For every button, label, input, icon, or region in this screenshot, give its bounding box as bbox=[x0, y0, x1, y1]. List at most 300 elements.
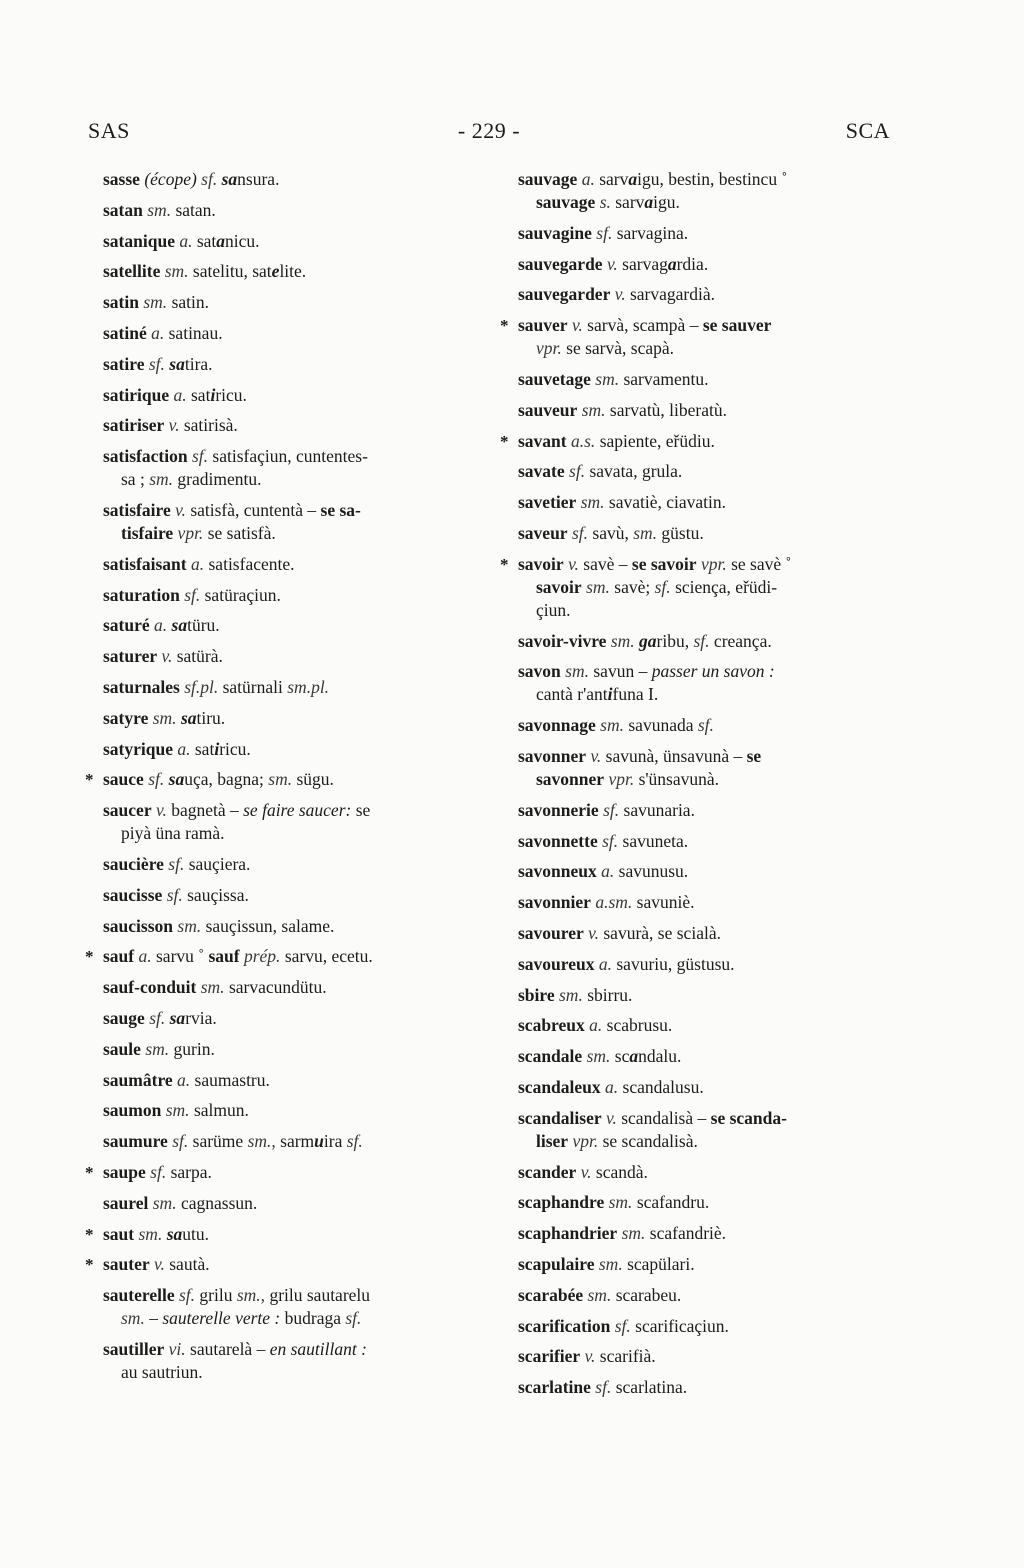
definition-text: satisfà, cuntentà – bbox=[185, 499, 321, 520]
definition-text: sarvu ˚ bbox=[151, 946, 209, 967]
definition-text: rvia. bbox=[185, 1007, 217, 1028]
headword: scarification bbox=[518, 1315, 611, 1336]
dictionary-entry bbox=[515, 714, 890, 737]
entry-line bbox=[103, 976, 480, 999]
grammar-label: a. bbox=[191, 553, 205, 574]
entry-line bbox=[103, 414, 480, 437]
dictionary-entry bbox=[85, 1161, 480, 1184]
definition-text: scarlatina. bbox=[611, 1377, 688, 1398]
entry-line bbox=[103, 322, 480, 345]
entry-line bbox=[518, 1076, 890, 1099]
grammar-label: sm. bbox=[121, 1308, 145, 1329]
grammar-label: sm. bbox=[143, 292, 168, 313]
definition-text: sat bbox=[192, 230, 217, 251]
headword: satyrique bbox=[103, 738, 173, 759]
entry-line bbox=[518, 314, 890, 337]
entry-line bbox=[103, 1130, 480, 1153]
grammar-label: v. bbox=[584, 1346, 596, 1367]
definition-text: sautarelà – bbox=[185, 1338, 270, 1359]
grammar-label: v. bbox=[155, 800, 167, 821]
grammar-label: sf. bbox=[168, 853, 185, 874]
headword: saurel bbox=[103, 1192, 149, 1213]
headword: sauterelle bbox=[103, 1285, 175, 1306]
definition-text: ricu. bbox=[219, 738, 251, 759]
headword: saucer bbox=[103, 800, 152, 821]
definition-text: sarvag bbox=[617, 253, 668, 274]
grammar-label: vpr. bbox=[177, 522, 204, 543]
dictionary-entry bbox=[515, 984, 890, 1007]
headword: saule bbox=[103, 1038, 141, 1059]
dictionary-entry bbox=[100, 738, 480, 761]
stress-mark: sa bbox=[169, 353, 185, 374]
headword: satisfaction bbox=[103, 446, 188, 467]
grammar-label: sm. bbox=[200, 977, 225, 998]
grammar-label: sf. bbox=[595, 1377, 612, 1398]
dictionary-entry bbox=[500, 314, 890, 360]
entry-line bbox=[518, 283, 890, 306]
dictionary-entry bbox=[500, 430, 890, 453]
entry-line bbox=[518, 1315, 890, 1338]
definition-text: sarv bbox=[610, 192, 645, 212]
entry-line bbox=[518, 253, 890, 276]
dictionary-entry bbox=[515, 1161, 890, 1184]
grammar-label: a.s. bbox=[571, 430, 596, 451]
headword: sauver bbox=[518, 315, 568, 336]
grammar-label: sm. bbox=[149, 469, 174, 490]
headword: saucière bbox=[103, 853, 164, 874]
definition-text: savatiè, ciavatin. bbox=[604, 492, 726, 513]
grammar-label: sm. bbox=[147, 199, 172, 220]
definition-text: – bbox=[144, 1308, 163, 1329]
grammar-label: sm., bbox=[247, 1131, 276, 1152]
entry-line bbox=[103, 799, 480, 822]
entry-line bbox=[103, 1192, 480, 1215]
definition-text: scarificaçiun. bbox=[630, 1315, 729, 1336]
entry-line bbox=[518, 830, 890, 853]
headword: savate bbox=[518, 461, 565, 482]
headword: se sa- bbox=[320, 499, 361, 520]
dictionary-entry bbox=[100, 1192, 480, 1215]
dictionary-entry bbox=[515, 1191, 890, 1214]
headword: sauf bbox=[103, 946, 135, 967]
definition-text: sarpa. bbox=[166, 1161, 212, 1182]
entry-line bbox=[103, 499, 480, 522]
grammar-label: sf. bbox=[191, 446, 209, 467]
stress-mark: sa bbox=[171, 615, 188, 636]
dictionary-entry bbox=[500, 553, 890, 622]
grammar-label: sf. bbox=[178, 1285, 196, 1306]
grammar-label: sf. bbox=[614, 1315, 631, 1336]
stress-mark: e bbox=[271, 261, 280, 282]
headword: satiriser bbox=[103, 415, 165, 436]
headword: savonner bbox=[536, 768, 605, 789]
headword: savoir-vivre bbox=[518, 630, 607, 651]
dictionary-entry bbox=[515, 830, 890, 853]
entry-line bbox=[103, 853, 480, 876]
grammar-label: sm. bbox=[586, 576, 610, 597]
grammar-label: vi. bbox=[168, 1338, 186, 1359]
dictionary-entry bbox=[515, 922, 890, 945]
entry-line bbox=[518, 984, 890, 1007]
grammar-label: v. bbox=[154, 1254, 165, 1275]
entry-line bbox=[103, 199, 480, 222]
entry-line bbox=[518, 660, 890, 683]
headword: satiné bbox=[103, 322, 147, 343]
definition-text: scandalisà – bbox=[616, 1107, 711, 1128]
dictionary-entry bbox=[85, 768, 480, 791]
entry-line bbox=[518, 630, 890, 653]
entry-line bbox=[103, 945, 480, 968]
entry-line bbox=[103, 1361, 480, 1384]
dictionary-entry bbox=[100, 1338, 480, 1384]
definition-text: savuneta. bbox=[618, 830, 689, 851]
dictionary-entry bbox=[100, 1069, 480, 1092]
headword: liser bbox=[536, 1130, 569, 1151]
grammar-label: sm. bbox=[565, 661, 589, 682]
headword: scarlatine bbox=[518, 1377, 591, 1398]
italic-phrase: sauterelle verte : bbox=[162, 1308, 281, 1329]
grammar-label: a. bbox=[581, 169, 595, 189]
stress-mark: i bbox=[214, 738, 220, 759]
page-number: - 229 - bbox=[457, 118, 521, 143]
header-right-guideword: SCA bbox=[845, 118, 890, 143]
grammar-label: a. bbox=[154, 615, 168, 636]
headword: satyre bbox=[103, 707, 149, 728]
dictionary-entry bbox=[515, 460, 890, 483]
entry-line bbox=[103, 1069, 480, 1092]
definition-text: scafandriè. bbox=[645, 1223, 727, 1244]
entry-line bbox=[103, 1099, 480, 1122]
italic-phrase: passer un savon : bbox=[651, 661, 775, 682]
dictionary-entry bbox=[515, 745, 890, 791]
grammar-label: sm. bbox=[580, 492, 605, 513]
dictionary-entry bbox=[85, 945, 480, 968]
dictionary-entry bbox=[100, 645, 480, 668]
grammar-label: v. bbox=[606, 1107, 617, 1128]
headword: scaphandre bbox=[518, 1192, 605, 1213]
grammar-label: sf. bbox=[603, 799, 620, 820]
entry-line bbox=[103, 168, 480, 191]
entry-line bbox=[103, 384, 480, 407]
entry-line bbox=[518, 1284, 890, 1307]
grammar-label: sm. bbox=[145, 1038, 170, 1059]
headword: satin bbox=[103, 292, 139, 313]
italic-phrase: se faire saucer: bbox=[243, 800, 352, 821]
entry-line bbox=[103, 614, 480, 637]
definition-text: savè – bbox=[578, 553, 632, 574]
dictionary-entry bbox=[515, 1014, 890, 1037]
definition-text: ndalu. bbox=[638, 1046, 682, 1067]
grammar-label: vpr. bbox=[572, 1130, 599, 1151]
grammar-label: vpr. bbox=[536, 338, 562, 359]
headword: sautiller bbox=[103, 1338, 165, 1359]
grammar-label: v. bbox=[168, 415, 180, 436]
dictionary-entry bbox=[100, 915, 480, 938]
definition-text: au sautriun. bbox=[121, 1361, 203, 1382]
dictionary-entry bbox=[100, 230, 480, 253]
headword: saumure bbox=[103, 1131, 168, 1152]
entry-line bbox=[103, 738, 480, 761]
headword: satisfaire bbox=[103, 499, 171, 520]
dictionary-entry bbox=[515, 660, 890, 706]
entry-line bbox=[103, 230, 480, 253]
definition-text: satüraçiun. bbox=[200, 584, 281, 605]
headword: satanique bbox=[103, 230, 175, 251]
grammar-label: sm.pl. bbox=[287, 676, 330, 697]
dictionary-entry bbox=[515, 168, 890, 214]
grammar-label: a. bbox=[605, 1076, 619, 1097]
entry-line bbox=[518, 714, 890, 737]
entry-line bbox=[518, 683, 890, 706]
grammar-label: v. bbox=[175, 499, 186, 520]
dictionary-entry bbox=[515, 399, 890, 422]
dictionary-entry bbox=[515, 1045, 890, 1068]
entry-line bbox=[518, 522, 890, 545]
headword: scarabée bbox=[518, 1284, 584, 1305]
grammar-label: sf. bbox=[596, 222, 613, 243]
definition-text: gradimentu. bbox=[173, 469, 262, 490]
entry-line bbox=[518, 1191, 890, 1214]
entry-line bbox=[103, 1253, 480, 1276]
dictionary-entry bbox=[515, 368, 890, 391]
headword: satire bbox=[103, 353, 145, 374]
dictionary-entry bbox=[100, 260, 480, 283]
definition-text: scapülari. bbox=[622, 1253, 695, 1274]
definition-text: savè; bbox=[609, 576, 655, 597]
definition-text: scafandru. bbox=[632, 1192, 710, 1213]
grammar-label: a.sm. bbox=[595, 892, 633, 913]
headword: sauvetage bbox=[518, 368, 591, 389]
grammar-label: sm. bbox=[621, 1223, 646, 1244]
entry-line bbox=[103, 1038, 480, 1061]
definition-text: türu. bbox=[187, 615, 220, 636]
headword: sauvagine bbox=[518, 222, 592, 243]
definition-text: savuniè. bbox=[632, 892, 695, 913]
headword: sauvage bbox=[518, 169, 578, 189]
definition-text: sarvamentu. bbox=[619, 368, 709, 389]
definition-text: gurin. bbox=[169, 1038, 215, 1059]
definition-text: budraga bbox=[280, 1308, 346, 1329]
definition-text: cagnassun. bbox=[176, 1192, 258, 1213]
definition-text: nsura. bbox=[237, 169, 280, 189]
definition-text: sat bbox=[190, 738, 215, 759]
grammar-label: vpr. bbox=[700, 553, 727, 574]
dictionary-entry bbox=[100, 584, 480, 607]
headword: se scanda- bbox=[710, 1107, 787, 1128]
grammar-label: sf. bbox=[346, 1131, 363, 1152]
entry-line bbox=[518, 768, 890, 791]
grammar-label: sf. bbox=[569, 461, 586, 482]
definition-text: satelitu, sat bbox=[188, 261, 272, 282]
asterisk-marker: * bbox=[85, 947, 94, 967]
grammar-label: v. bbox=[606, 253, 618, 274]
definition-text: sa ; bbox=[121, 469, 150, 490]
headword: saturnales bbox=[103, 676, 180, 697]
definition-text: sarvu, ecetu. bbox=[280, 946, 373, 967]
stress-mark: i bbox=[210, 384, 216, 405]
entry-line bbox=[103, 553, 480, 576]
definition-text: tiru. bbox=[196, 707, 226, 728]
grammar-label: sm. bbox=[608, 1192, 633, 1213]
dictionary-entry bbox=[515, 891, 890, 914]
entry-line bbox=[518, 337, 890, 360]
page-header bbox=[88, 118, 890, 148]
headword: savonneux bbox=[518, 861, 597, 882]
definition-text: sbirru. bbox=[582, 984, 633, 1005]
definition-text: satisfacente. bbox=[204, 553, 295, 574]
definition-text: satürà. bbox=[172, 646, 223, 667]
grammar-label: sf. bbox=[148, 769, 165, 790]
stress-mark: sa bbox=[180, 707, 197, 728]
dictionary-entry bbox=[100, 614, 480, 637]
definition-text: utu. bbox=[182, 1223, 210, 1244]
grammar-label: sm. bbox=[600, 715, 624, 736]
headword: scapulaire bbox=[518, 1253, 595, 1274]
headword: sauce bbox=[103, 769, 144, 790]
italic-phrase: en sautillant : bbox=[269, 1338, 367, 1359]
entry-line bbox=[518, 1222, 890, 1245]
entry-line bbox=[103, 1007, 480, 1030]
grammar-label: sm. bbox=[581, 399, 606, 420]
grammar-label: sf. bbox=[166, 884, 183, 905]
dictionary-entry bbox=[515, 860, 890, 883]
definition-text: sarvagardià. bbox=[625, 284, 715, 305]
grammar-label: sf. bbox=[149, 1007, 166, 1028]
entry-line bbox=[103, 291, 480, 314]
definition-text: savunada bbox=[624, 715, 698, 736]
entry-line bbox=[518, 168, 890, 191]
dictionary-entry bbox=[515, 222, 890, 245]
headword: se bbox=[746, 745, 762, 766]
grammar-label: v. bbox=[580, 1161, 592, 1182]
headword: saucisse bbox=[103, 884, 163, 905]
definition-text: çiun. bbox=[536, 599, 571, 620]
entry-line bbox=[518, 860, 890, 883]
headword: saturation bbox=[103, 584, 180, 605]
dictionary-entry bbox=[100, 353, 480, 376]
stress-mark: a bbox=[628, 169, 638, 189]
definition-text: sat bbox=[186, 384, 211, 405]
definition-text: sauçissa. bbox=[182, 884, 249, 905]
grammar-label: sf. bbox=[150, 1161, 167, 1182]
grammar-label: sm. bbox=[559, 984, 583, 1005]
definition-text: se savè ˚ bbox=[726, 553, 792, 574]
entry-line bbox=[518, 399, 890, 422]
definition-text: creança. bbox=[709, 630, 772, 651]
definition-text: savù, bbox=[588, 522, 634, 543]
grammar-label: sm. bbox=[138, 1223, 163, 1244]
definition-text: sarvacundütu. bbox=[224, 977, 327, 998]
dictionary-entry bbox=[100, 1007, 480, 1030]
dictionary-entry bbox=[100, 676, 480, 699]
asterisk-marker: * bbox=[500, 554, 509, 574]
definition-text: s'ünsavunà. bbox=[634, 768, 720, 789]
dictionary-entry bbox=[100, 322, 480, 345]
definition-text: scandà. bbox=[591, 1161, 648, 1182]
grammar-label: sm. bbox=[177, 915, 202, 936]
headword: savoir bbox=[536, 576, 582, 597]
grammar-label: sm. bbox=[586, 1046, 611, 1067]
headword: scandaliser bbox=[518, 1107, 602, 1128]
grammar-label: sm. bbox=[595, 368, 620, 389]
dictionary-entry bbox=[100, 1284, 480, 1330]
dictionary-entry bbox=[515, 953, 890, 976]
grammar-label: a. bbox=[589, 1015, 603, 1036]
entry-line bbox=[103, 468, 480, 491]
definition-text: sarvà, scampà – bbox=[582, 315, 703, 336]
grammar-label: sf. bbox=[201, 169, 218, 189]
stress-mark: sa bbox=[169, 1007, 186, 1028]
grammar-label: sf. bbox=[654, 576, 671, 597]
headword: saturé bbox=[103, 615, 150, 636]
grammar-label: sm. bbox=[598, 1253, 623, 1274]
entry-line bbox=[103, 445, 480, 468]
headword: sauter bbox=[103, 1254, 150, 1275]
entry-line bbox=[518, 576, 890, 599]
definition-text: satürnali bbox=[218, 676, 288, 697]
dictionary-entry bbox=[100, 1099, 480, 1122]
dictionary-entry bbox=[100, 168, 480, 191]
headword: scabreux bbox=[518, 1015, 585, 1036]
definition-text: nicu. bbox=[225, 230, 260, 251]
definition-text: tira. bbox=[184, 353, 213, 374]
stress-mark: a bbox=[216, 230, 226, 251]
definition-text: uça, bagna; bbox=[184, 769, 269, 790]
headword: se sauver bbox=[702, 315, 772, 336]
headword: savonnier bbox=[518, 892, 591, 913]
dictionary-entry bbox=[515, 1345, 890, 1368]
headword: savonnage bbox=[518, 715, 596, 736]
entry-line bbox=[518, 1130, 890, 1153]
entry-line bbox=[518, 953, 890, 976]
headword: sauge bbox=[103, 1007, 145, 1028]
headword: scarifier bbox=[518, 1346, 581, 1367]
definition-text: satan. bbox=[171, 199, 216, 220]
definition-text: se bbox=[351, 800, 371, 821]
entry-line bbox=[518, 922, 890, 945]
grammar-label: sm. bbox=[268, 769, 293, 790]
dictionary-entry bbox=[515, 630, 890, 653]
definition-text: se scandalisà. bbox=[598, 1130, 698, 1151]
grammar-label: v. bbox=[161, 646, 173, 667]
entry-line bbox=[518, 491, 890, 514]
definition-text: sc bbox=[610, 1046, 630, 1067]
definition-text: satisfaçiun, cuntentes- bbox=[208, 446, 368, 467]
stress-mark: i bbox=[607, 684, 613, 705]
headword: saumâtre bbox=[103, 1069, 173, 1090]
grammar-label: sf. bbox=[697, 715, 714, 736]
definition-text: güstu. bbox=[657, 522, 704, 543]
headword: se savoir bbox=[631, 553, 697, 574]
grammar-label: sf. bbox=[693, 630, 710, 651]
dictionary-entry bbox=[100, 414, 480, 437]
dictionary-entry bbox=[100, 384, 480, 407]
grammar-label: sf. bbox=[571, 522, 589, 543]
grammar-label: sm. bbox=[152, 1192, 177, 1213]
definition-text: funa I. bbox=[612, 684, 659, 705]
header-left-guideword: SAS bbox=[88, 118, 130, 143]
entry-line bbox=[518, 799, 890, 822]
dictionary-entry bbox=[100, 1130, 480, 1153]
entry-line bbox=[518, 1014, 890, 1037]
headword: savonnette bbox=[518, 830, 598, 851]
entry-line bbox=[518, 191, 890, 214]
dictionary-entry bbox=[515, 522, 890, 545]
dictionary-entry bbox=[100, 707, 480, 730]
entry-line bbox=[518, 430, 890, 453]
headword: savoureux bbox=[518, 953, 595, 974]
grammar-label: v. bbox=[568, 553, 579, 574]
